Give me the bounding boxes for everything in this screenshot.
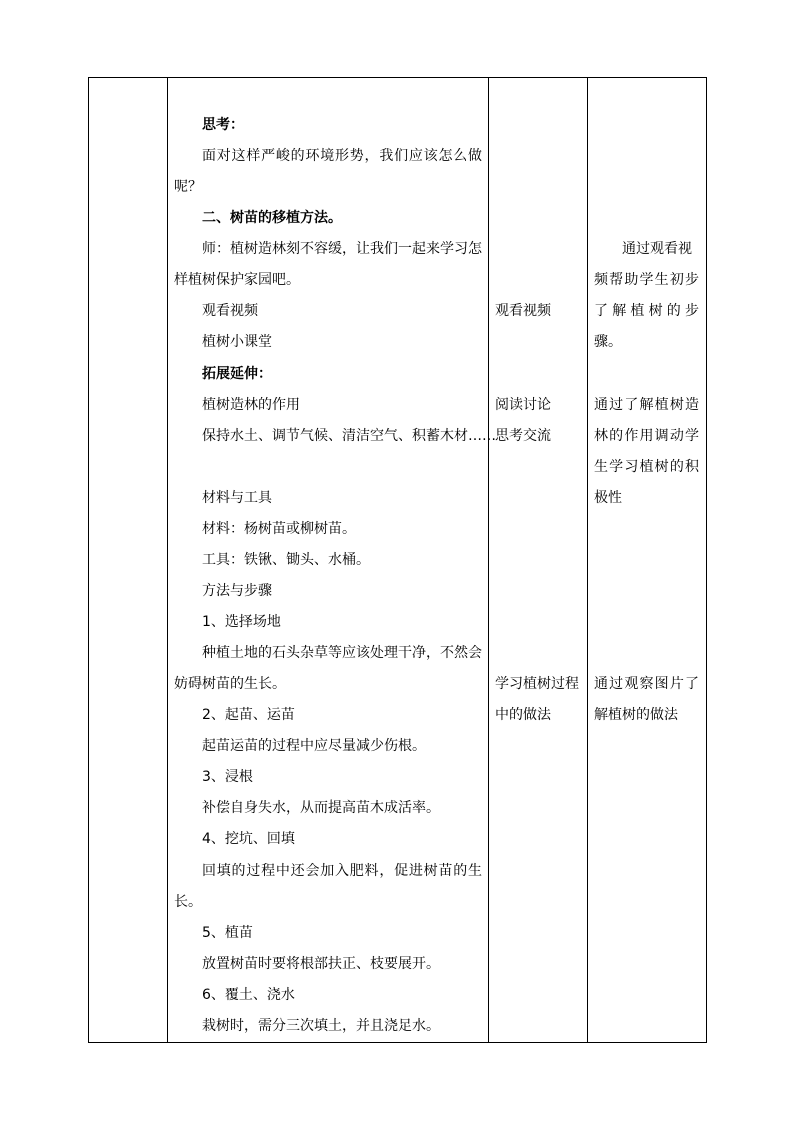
activity-read-discuss: 阅读讨论 bbox=[495, 397, 551, 413]
step3-title: 3、浸根 bbox=[202, 769, 253, 785]
intent-video-line1: 通过观看视 bbox=[622, 241, 692, 257]
step2-title: 2、起苗、运苗 bbox=[202, 707, 295, 723]
step1-text-line1: 种植土地的石头杂草等应该处理干净，不然会 bbox=[202, 645, 482, 661]
step5-title: 5、植苗 bbox=[202, 925, 253, 941]
step6-title: 6、覆土、浇水 bbox=[202, 987, 295, 1003]
design-intent-cell bbox=[588, 78, 706, 1042]
teacher-line2: 样植树保护家园吧。 bbox=[174, 272, 300, 288]
intent-video-line3: 了解植树的步 bbox=[594, 303, 699, 319]
intent-role-line1: 通过了解植树造 bbox=[594, 397, 699, 413]
step3-text: 补偿自身失水，从而提高苗木成活率。 bbox=[202, 800, 440, 816]
lesson-table bbox=[88, 77, 707, 1043]
materials-title: 材料与工具 bbox=[202, 490, 272, 506]
section2-heading: 二、树苗的移植方法。 bbox=[202, 210, 342, 226]
step2-text: 起苗运苗的过程中应尽量减少伤根。 bbox=[202, 738, 426, 754]
intent-video-line2: 频帮助学生初步 bbox=[594, 272, 699, 288]
watch-video-label: 观看视频 bbox=[202, 303, 258, 319]
method-title: 方法与步骤 bbox=[202, 583, 272, 599]
role-title: 植树造林的作用 bbox=[202, 397, 300, 413]
student-activity-cell bbox=[489, 78, 587, 1042]
step1-title: 1、选择场地 bbox=[202, 614, 281, 630]
step4-text-line2: 长。 bbox=[174, 894, 202, 910]
materials-text: 材料：杨树苗或柳树苗。 bbox=[202, 521, 356, 537]
intent-video-line4: 骤。 bbox=[594, 334, 622, 350]
intent-role-line2: 林的作用调动学 bbox=[594, 428, 699, 444]
step4-title: 4、挖坑、回填 bbox=[202, 831, 295, 847]
intent-role-line4: 极性 bbox=[594, 490, 622, 506]
role-text: 保持水土、调节气候、清洁空气、积蓄木材…… bbox=[202, 428, 496, 444]
teacher-line1: 师：植树造林刻不容缓，让我们一起来学习怎 bbox=[202, 241, 482, 257]
step1-text-line2: 妨碍树苗的生长。 bbox=[174, 676, 286, 692]
teaching-content-cell bbox=[168, 78, 496, 1042]
activity-learn-line1: 学习植树过程 bbox=[495, 676, 579, 692]
activity-learn-line2: 中的做法 bbox=[495, 707, 551, 723]
tools-text: 工具：铁锹、锄头、水桶。 bbox=[202, 552, 370, 568]
step4-text-line1: 回填的过程中还会加入肥料，促进树苗的生 bbox=[202, 863, 482, 879]
intent-role-line3: 生学习植树的积 bbox=[594, 459, 699, 475]
intent-observe-line2: 解植树的做法 bbox=[594, 707, 678, 723]
intent-observe-line1: 通过观察图片了 bbox=[594, 676, 699, 692]
think-question-line1: 面对这样严峻的环境形势，我们应该怎么做 bbox=[202, 148, 482, 164]
activity-watch-video: 观看视频 bbox=[495, 303, 551, 319]
extend-heading: 拓展延伸： bbox=[202, 366, 272, 382]
step5-text: 放置树苗时要将根部扶正、枝要展开。 bbox=[202, 956, 440, 972]
mini-class-label: 植树小课堂 bbox=[202, 334, 272, 350]
activity-think-exchange: 思考交流 bbox=[495, 428, 551, 444]
think-heading: 思考： bbox=[202, 117, 244, 133]
step6-text: 栽树时，需分三次填土，并且浇足水。 bbox=[202, 1018, 440, 1034]
think-question-line2: 呢？ bbox=[174, 179, 202, 195]
empty-first-column bbox=[89, 78, 167, 1042]
